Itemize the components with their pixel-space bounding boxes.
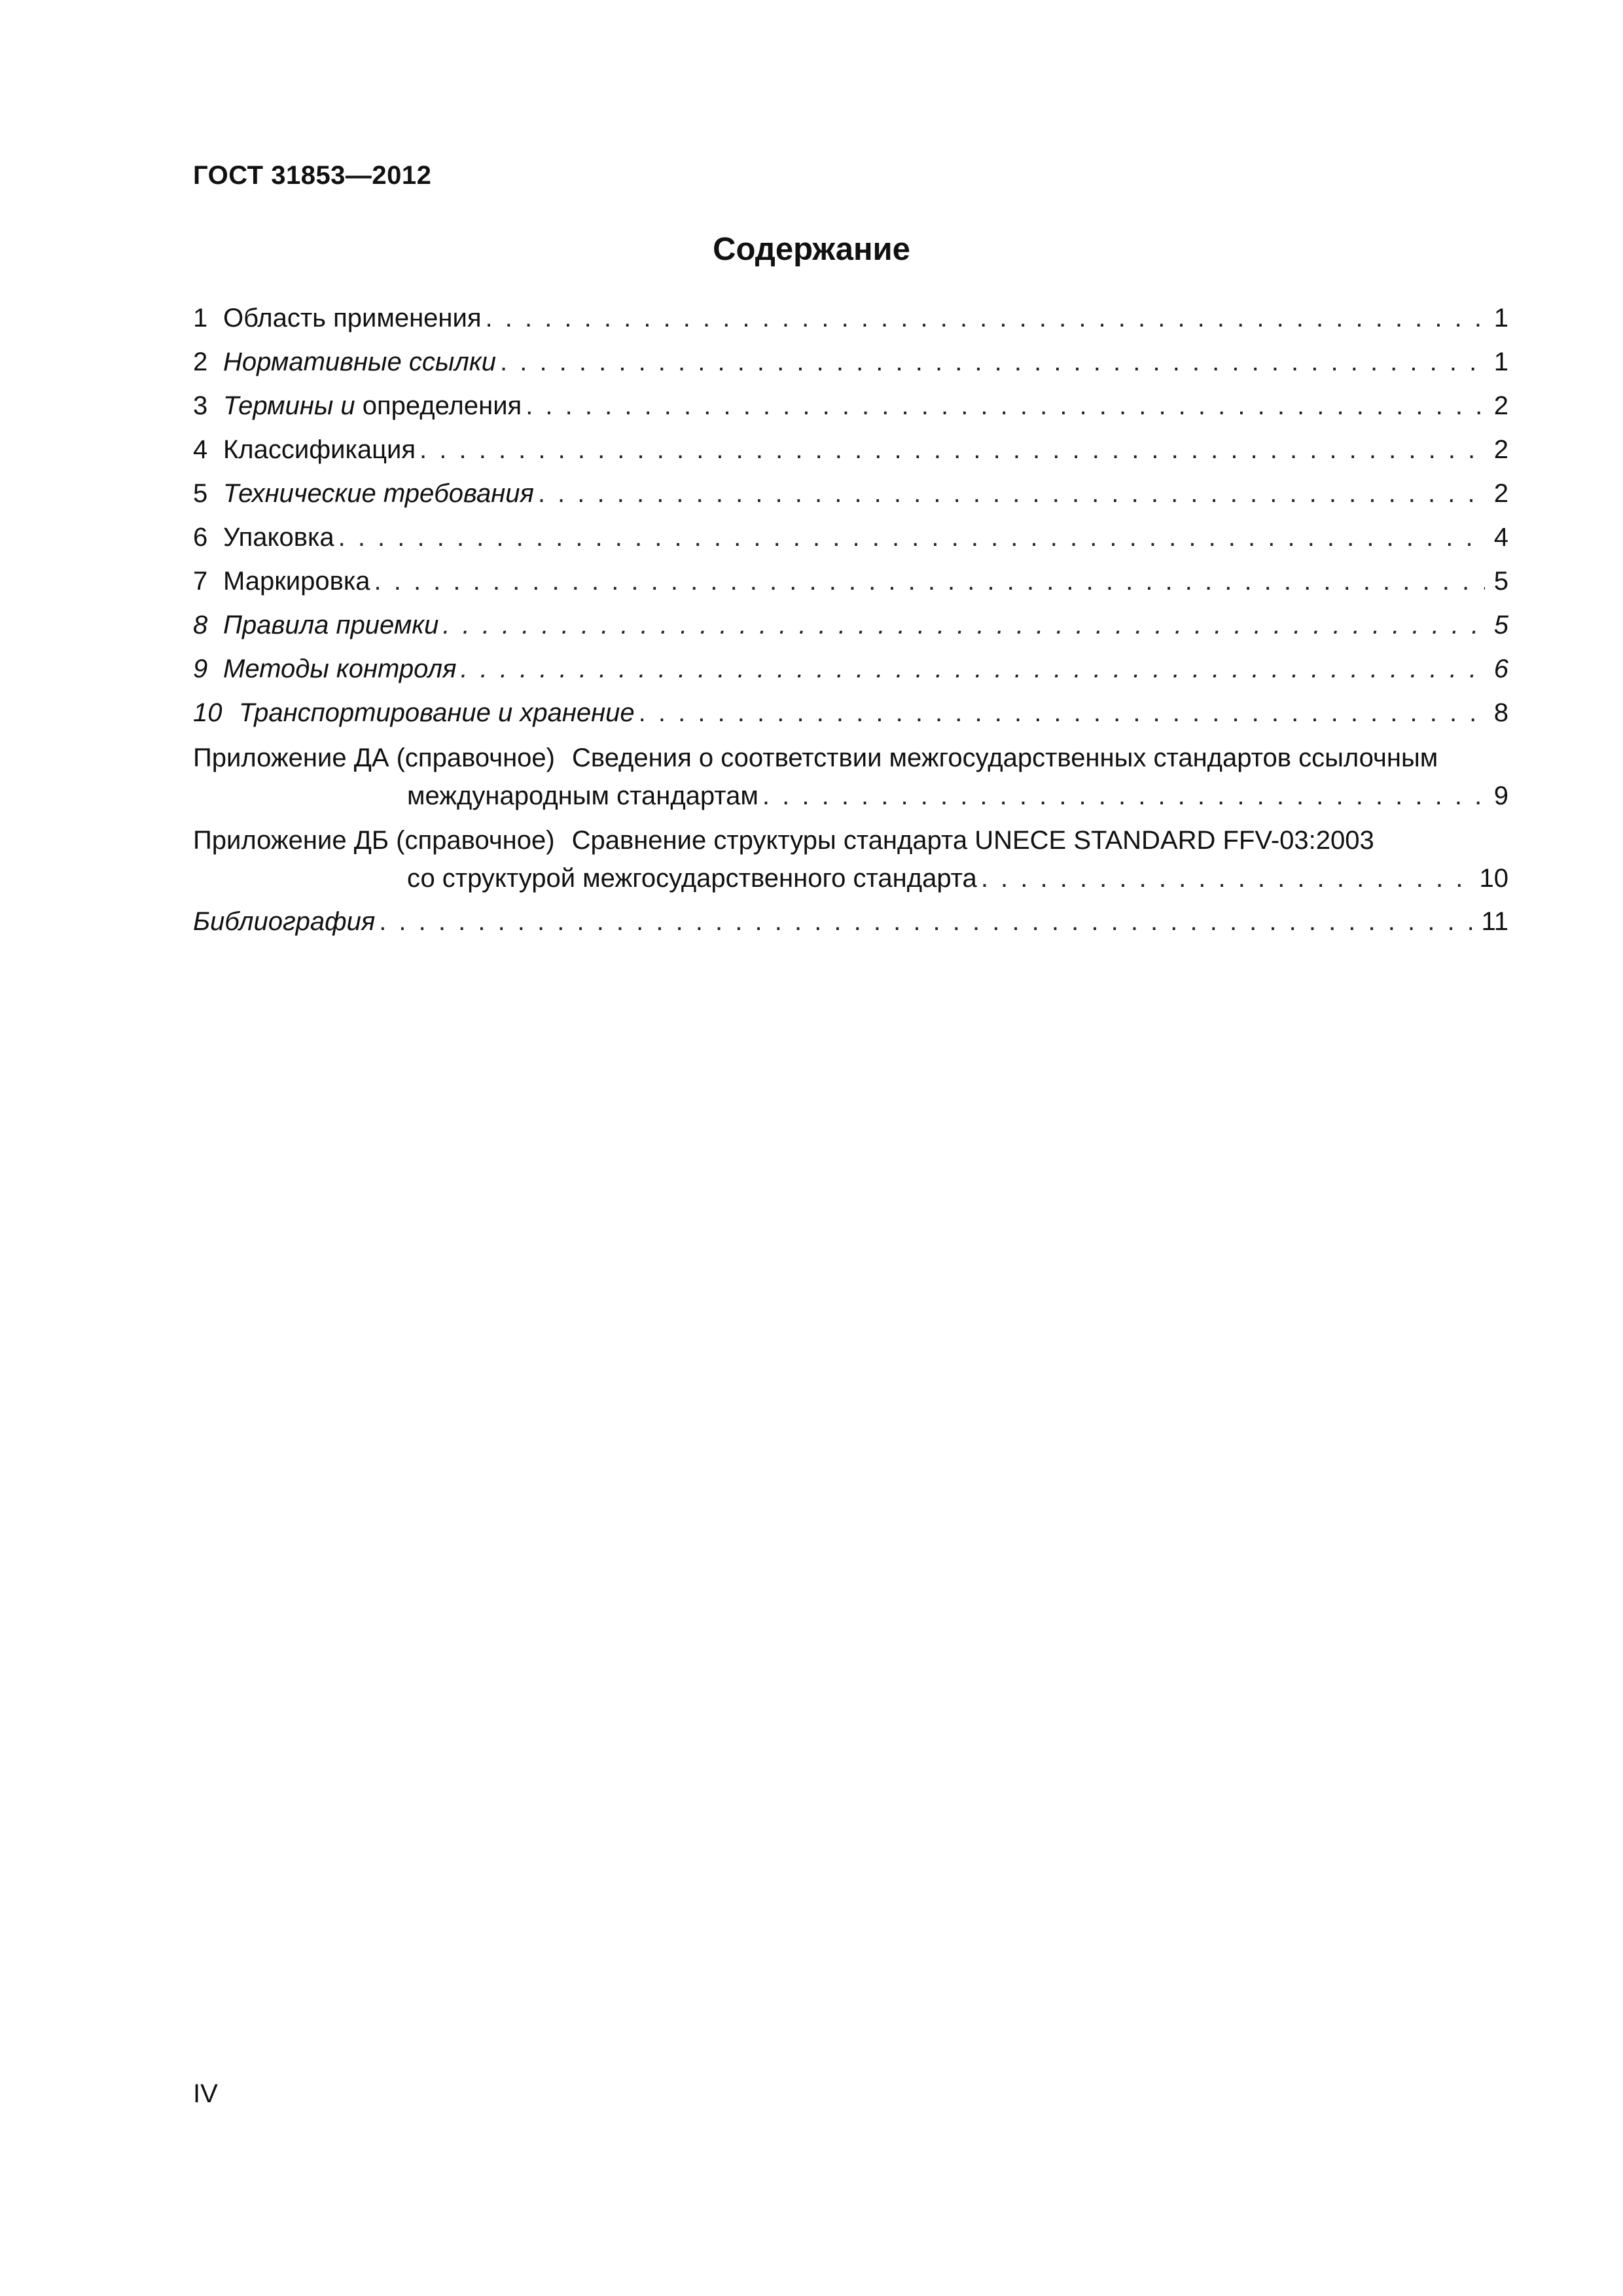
toc-entry-number: 6 bbox=[193, 523, 208, 552]
toc-entry-2[interactable] bbox=[193, 340, 1508, 384]
document-id: ГОСТ 31853—2012 bbox=[193, 161, 432, 190]
annex-title-line2: со структурой межгосударственного стандарта bbox=[407, 864, 977, 893]
toc-entry-number: 5 bbox=[193, 479, 208, 508]
annex-title-line1: Сведения о соответствии межгосударственных стандартов ссылочным bbox=[572, 744, 1438, 772]
toc-entry-number: 2 bbox=[193, 348, 208, 376]
toc-entry-page: 5 bbox=[1493, 611, 1508, 639]
leader-dots bbox=[981, 859, 1473, 897]
page-number: IV bbox=[193, 2079, 218, 2108]
toc-entry-number: 4 bbox=[193, 435, 208, 464]
toc-entry-4[interactable] bbox=[193, 428, 1508, 472]
toc-entry-number: 10 bbox=[193, 698, 223, 727]
toc-entry-label: Классификация bbox=[223, 435, 416, 464]
toc-entry-label: Транспортирование и хранение bbox=[239, 698, 635, 727]
toc-entry-9[interactable] bbox=[193, 647, 1508, 691]
toc-entry-page: 2 bbox=[1493, 479, 1508, 508]
toc-entry-page: 5 bbox=[1493, 567, 1508, 596]
leader-dots bbox=[526, 384, 1485, 428]
page-title: Содержание bbox=[713, 232, 910, 267]
leader-dots bbox=[486, 296, 1485, 340]
toc-entry-bibliography[interactable] bbox=[193, 900, 1508, 944]
toc-entry-10[interactable] bbox=[193, 691, 1508, 735]
toc-entry-page: 1 bbox=[1493, 304, 1508, 332]
toc-entry-label bbox=[223, 384, 522, 428]
toc-entry-page: 1 bbox=[1493, 348, 1508, 376]
toc-entry-page: 9 bbox=[1493, 781, 1508, 810]
toc-entry-label: Библиография bbox=[193, 907, 376, 936]
leader-dots bbox=[460, 647, 1485, 691]
toc-entry-6[interactable] bbox=[193, 516, 1508, 560]
toc-entry-label-plain: определения bbox=[355, 391, 522, 420]
leader-dots bbox=[419, 428, 1485, 472]
toc-entry-8[interactable] bbox=[193, 603, 1508, 647]
toc-entry-page: 10 bbox=[1479, 864, 1508, 893]
toc-entry-label: Нормативные ссылки bbox=[223, 348, 496, 376]
leader-dots bbox=[538, 472, 1485, 516]
annex-kind: Приложение ДА (справочное) bbox=[193, 744, 555, 772]
toc-entry-3[interactable] bbox=[193, 384, 1508, 428]
toc-entry-page: 2 bbox=[1493, 435, 1508, 464]
leader-dots bbox=[500, 340, 1485, 384]
toc-entry-label: Маркировка bbox=[223, 567, 370, 596]
toc-entry-page: 2 bbox=[1493, 391, 1508, 420]
toc-entry-page: 8 bbox=[1493, 698, 1508, 727]
toc-entry-page: 4 bbox=[1493, 523, 1508, 552]
toc-entry-page: 6 bbox=[1493, 655, 1508, 683]
toc-entry-label: Методы контроля bbox=[223, 655, 457, 683]
leader-dots bbox=[442, 603, 1485, 647]
leader-dots bbox=[379, 900, 1474, 944]
toc-entry-number: 8 bbox=[193, 611, 208, 639]
toc-entry-label: Упаковка bbox=[223, 523, 334, 552]
leader-dots bbox=[639, 691, 1485, 735]
annex-title-line2: международным стандартам bbox=[407, 781, 758, 810]
table-of-contents bbox=[193, 296, 1508, 944]
toc-entry-label-italic: Термины и bbox=[223, 391, 355, 420]
toc-annex-da[interactable] bbox=[193, 739, 1508, 817]
toc-entry-number: 1 bbox=[193, 304, 208, 332]
toc-entry-1[interactable] bbox=[193, 296, 1508, 340]
annex-title-line1: Сравнение структуры стандарта UNECE STANDARD FFV-03:2003 bbox=[571, 826, 1374, 855]
toc-entry-7[interactable] bbox=[193, 560, 1508, 603]
toc-annex-db[interactable] bbox=[193, 821, 1508, 900]
toc-entry-label: Область применения bbox=[223, 304, 482, 332]
annex-kind: Приложение ДБ (справочное) bbox=[193, 826, 555, 855]
toc-entry-number: 7 bbox=[193, 567, 208, 596]
toc-entry-page: 11 bbox=[1481, 907, 1508, 936]
toc-entry-number: 9 bbox=[193, 655, 208, 683]
leader-dots bbox=[762, 777, 1485, 815]
toc-entry-5[interactable] bbox=[193, 472, 1508, 516]
toc-entry-number: 3 bbox=[193, 391, 208, 420]
toc-entry-label: Технические требования bbox=[223, 479, 534, 508]
toc-entry-label: Правила приемки bbox=[223, 611, 439, 639]
leader-dots bbox=[374, 560, 1485, 603]
leader-dots bbox=[338, 516, 1485, 560]
